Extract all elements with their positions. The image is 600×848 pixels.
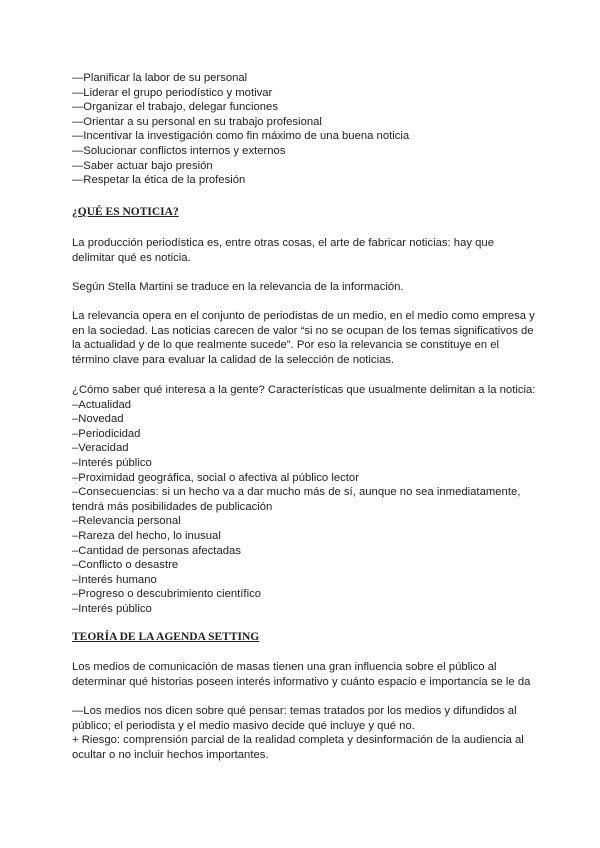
section-heading: TEORÍA DE LA AGENDA SETTING (72, 631, 260, 643)
list-item: –Consecuencias: si un hecho va a dar mucho más de sí, aunque no sea inmediatamente, (72, 486, 521, 499)
list-item: –Rareza del hecho, lo inusual (72, 529, 221, 542)
list-item: –Veracidad (72, 442, 129, 455)
text-line: en la sociedad. Las noticias carecen de valor “si no se ocupan de los temas significativos de (72, 324, 534, 337)
list-item: –Progreso o descubrimiento científico (72, 588, 262, 601)
list-item: —Solucionar conflictos internos y externos (72, 144, 286, 157)
text-line: —Los medios nos dicen sobre qué pensar: temas tratados por los medios y difundidos al (72, 705, 517, 717)
paragraph (72, 704, 542, 762)
text-line: ocultar o no incluir hechos importantes. (72, 748, 269, 761)
paragraph (72, 309, 542, 367)
list-item: –Interés humano (72, 573, 157, 586)
question-text: ¿Cómo saber qué interesa a la gente? Características que usualmente delimitan a la noticia: (72, 384, 536, 396)
top-list (72, 71, 542, 188)
list-item: –Periodicidad (72, 427, 141, 440)
text-line: delimitar qué es noticia. (72, 251, 191, 264)
text-line: La producción periodística es, entre otras cosas, el arte de fabricar noticias: hay que (72, 237, 494, 249)
list-item: –Relevancia personal (72, 515, 181, 528)
text-line: + Riesgo: comprensión parcial de la realidad completa y desinformación de la audiencia al (72, 734, 524, 747)
text-line: determinar qué historias poseen interés informativo y cuánto espacio e importancia se le da (72, 675, 531, 688)
list-item: –Actualidad (72, 398, 132, 411)
list-item: –Cantidad de personas afectadas (72, 544, 241, 557)
list-item: –Interés público (72, 602, 152, 615)
list-item: —Incentivar la investigación como fin máximo de una buena noticia (72, 130, 410, 143)
section-heading: ¿QUÉ ES NOTICIA? (72, 206, 179, 218)
text-line: público; el periodista y el medio masivo decide qué incluye y qué no. (72, 719, 415, 732)
characteristics-list (72, 383, 542, 617)
text-line: La relevancia opera en el conjunto de periodistas de un medio, en el medio como empresa y (72, 310, 535, 322)
list-item: —Liderar el grupo periodístico y motivar (72, 86, 273, 99)
text-line: término clave para evaluar la calidad de la selección de noticias. (72, 353, 395, 366)
list-item: —Planificar la labor de su personal (72, 72, 248, 84)
list-item: —Organizar el trabajo, delegar funciones (72, 101, 278, 114)
list-item: —Saber actuar bajo presión (72, 159, 213, 172)
text-line: Según Stella Martini se traduce en la relevancia de la información. (72, 281, 404, 293)
list-item: –Proximidad geográfica, social o afectiva al público lector (72, 471, 359, 484)
paragraph (72, 280, 542, 295)
list-item: –Novedad (72, 413, 124, 426)
text-line: la actualidad y de lo que realmente sucede”. Por eso la relevancia se constituye en el (72, 339, 500, 352)
paragraph (72, 660, 542, 689)
list-item: tendrá más posibilidades de publicación (72, 500, 273, 513)
list-item: —Respetar la ética de la profesión (72, 174, 246, 187)
paragraph (72, 236, 542, 265)
list-item: –Interés público (72, 456, 152, 469)
list-item: —Orientar a su personal en su trabajo profesional (72, 115, 322, 128)
list-item: –Conflicto o desastre (72, 559, 179, 572)
text-line: Los medios de comunicación de masas tienen una gran influencia sobre el público al (72, 661, 497, 673)
